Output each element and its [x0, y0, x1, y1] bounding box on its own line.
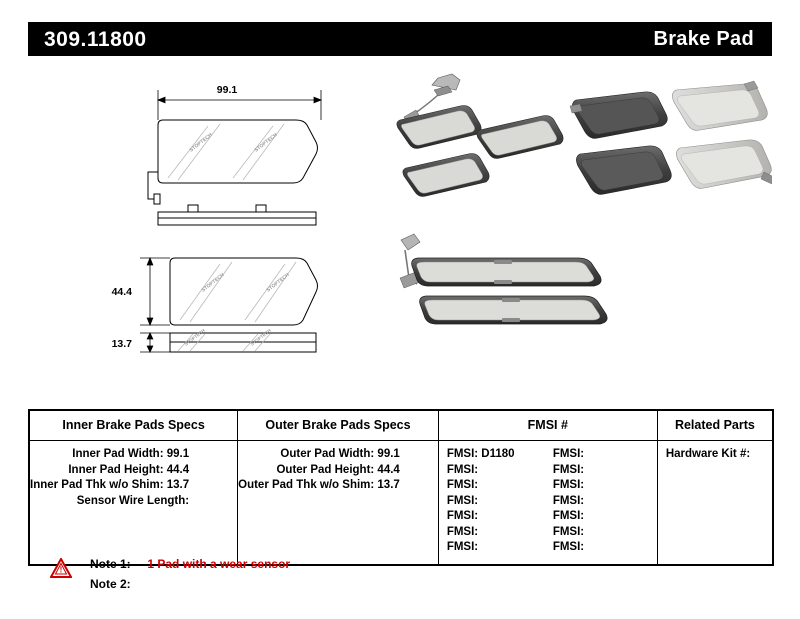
cell-related-parts [657, 441, 772, 565]
fmsi-right-6: FMSI: [552, 525, 585, 538]
fmsi-left-4: FMSI: [446, 494, 479, 507]
page-title: Brake Pad [653, 28, 754, 50]
svg-text:STOPTECH: STOPTECH [253, 132, 279, 154]
svg-text:STOPTECH: STOPTECH [249, 327, 272, 347]
fmsi-right-3: FMSI: [552, 479, 585, 491]
header-inner-specs: Inner Brake Pads Specs [30, 411, 238, 441]
outer-pad-height: Outer Pad Height: 44.4 [276, 463, 400, 476]
fmsi-left-3: FMSI: [446, 479, 479, 491]
fmsi-right-4: FMSI: [552, 494, 585, 507]
svg-text:STOPTECH: STOPTECH [200, 272, 226, 294]
outer-pad-thickness: Outer Pad Thk w/o Shim: 13.7 [238, 479, 400, 491]
fmsi-left-2: FMSI: [446, 463, 479, 476]
fmsi-right-5: FMSI: [552, 510, 585, 522]
note-2 [90, 577, 144, 591]
inner-pad-width: Inner Pad Width: 99.1 [72, 448, 190, 460]
svg-text:13.7: 13.7 [111, 338, 132, 350]
fmsi-right-1: FMSI: [552, 448, 585, 460]
fmsi-left-7: FMSI: [446, 541, 479, 553]
svg-text:STOPTECH: STOPTECH [265, 272, 291, 294]
fmsi-left-5: FMSI: [446, 510, 479, 522]
drawing-area [28, 62, 772, 392]
part-number: 309.11800 [44, 28, 147, 51]
fmsi-right-7: FMSI: [552, 541, 585, 553]
svg-text:STOPTECH: STOPTECH [183, 327, 206, 347]
inner-pad-height: Inner Pad Height: 44.4 [68, 463, 190, 476]
cell-fmsi [438, 441, 657, 565]
fmsi-left-6: FMSI: [446, 525, 479, 538]
header-fmsi: FMSI # [438, 411, 657, 441]
cell-inner-specs [30, 441, 238, 565]
notes-area [28, 553, 772, 599]
svg-text:44.4: 44.4 [111, 286, 132, 298]
fmsi-right-2: FMSI: [552, 463, 585, 476]
warning-triangle-icon [50, 558, 72, 578]
fmsi-left-1: FMSI: D1180 [446, 448, 515, 460]
header-bar [28, 22, 772, 56]
spec-table [28, 409, 774, 566]
sensor-wire-length: Sensor Wire Length: [76, 494, 190, 507]
header-outer-specs: Outer Brake Pads Specs [238, 411, 439, 441]
table-header-row [30, 411, 773, 441]
table-body-row [30, 441, 773, 565]
header-related-parts: Related Parts [657, 411, 772, 441]
svg-text:STOPTECH: STOPTECH [188, 132, 214, 154]
note-2-label: Note 2: [90, 577, 131, 591]
cell-outer-specs [238, 441, 439, 565]
note-1-label: Note 1: [90, 557, 131, 571]
svg-text:!: ! [59, 565, 63, 575]
outer-pad-width: Outer Pad Width: 99.1 [280, 448, 400, 460]
hardware-kit-number: Hardware Kit #: [665, 448, 751, 460]
note-1-value: 1 Pad with a wear sensor [147, 557, 291, 571]
inner-pad-thickness: Inner Pad Thk w/o Shim: 13.7 [30, 479, 190, 491]
note-1 [90, 557, 290, 571]
svg-text:99.1: 99.1 [216, 84, 238, 96]
